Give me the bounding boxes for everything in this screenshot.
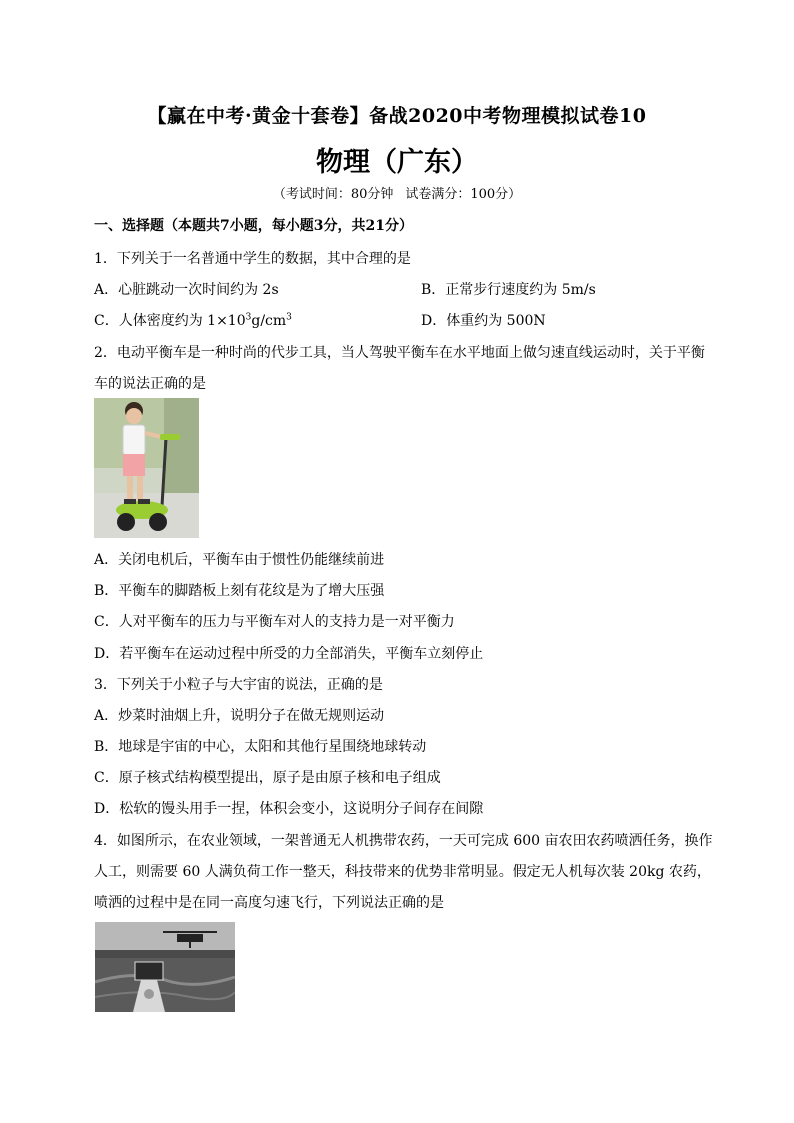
q2-option-c: C．人对平衡车的压力与平衡车对人的支持力是一对平衡力 xyxy=(94,614,455,630)
q1-c-mid: g/cm xyxy=(251,313,287,329)
q3-stem: 3．下列关于小粒子与大宇宙的说法，正确的是 xyxy=(94,677,383,693)
exam-meta xyxy=(0,183,794,202)
q2-option-b: B．平衡车的脚踏板上刻有花纹是为了增大压强 xyxy=(94,583,385,599)
q1-c-pre: C．人体密度约为 1×10 xyxy=(94,313,246,329)
q3-option-a: A．炒菜时油烟上升，说明分子在做无规则运动 xyxy=(94,708,385,724)
section-heading: 一、选择题（本题共7小题，每小题3分，共21分） xyxy=(94,218,413,234)
q1-stem: 1．下列关于一名普通中学生的数据，其中合理的是 xyxy=(94,251,411,267)
q1-c-exp2: 3 xyxy=(286,312,292,323)
q1-option-b: B．正常步行速度约为 5m/s xyxy=(421,282,596,298)
exam-subtitle: 物理（广东） xyxy=(316,147,478,178)
q2-stem-line1: 2．电动平衡车是一种时尚的代步工具，当人驾驶平衡车在水平地面上做匀速直线运动时，关于平衡 xyxy=(94,345,705,361)
q3-option-c: C．原子核式结构模型提出，原子是由原子核和电子组成 xyxy=(94,770,441,786)
drone-image xyxy=(95,922,235,1012)
q2-option-a: A．关闭电机后，平衡车由于惯性仍能继续前进 xyxy=(94,552,385,568)
q2-stem-line2: 车的说法正确的是 xyxy=(94,376,206,392)
q4-stem-line2: 人工，则需要 60 人满负荷工作一整天，科技带来的优势非常明显。假定无人机每次装 20kg 农药， xyxy=(94,864,711,880)
q4-stem-line3: 喷洒的过程中是在同一高度匀速飞行，下列说法正确的是 xyxy=(94,895,444,911)
exam-time: （考试时间：80分钟 xyxy=(272,187,394,202)
q1-option-a: A．心脏跳动一次时间约为 2s xyxy=(94,282,279,298)
balance-scooter-figure xyxy=(94,398,199,538)
drone-figure xyxy=(95,922,235,1012)
exam-score: 试卷满分：100分） xyxy=(405,187,522,202)
exam-title: 【赢在中考·黄金十套卷】备战2020中考物理模拟试卷10 xyxy=(147,105,647,127)
q2-option-d: D．若平衡车在运动过程中所受的力全部消失，平衡车立刻停止 xyxy=(94,646,484,662)
q3-option-d: D．松软的馒头用手一捏，体积会变小，这说明分子间存在间隙 xyxy=(94,801,484,817)
balance-scooter-image xyxy=(94,398,199,538)
q1-option-d: D．体重约为 500N xyxy=(421,313,546,329)
q4-stem-line1: 4．如图所示，在农业领域，一架普通无人机携带农药，一天可完成 600 亩农田农药喷洒任务，换作 xyxy=(94,833,713,849)
q1-c-exp1: 3 xyxy=(245,312,252,323)
q1-option-c xyxy=(94,310,292,330)
q3-option-b: B．地球是宇宙的中心，太阳和其他行星围绕地球转动 xyxy=(94,739,427,755)
